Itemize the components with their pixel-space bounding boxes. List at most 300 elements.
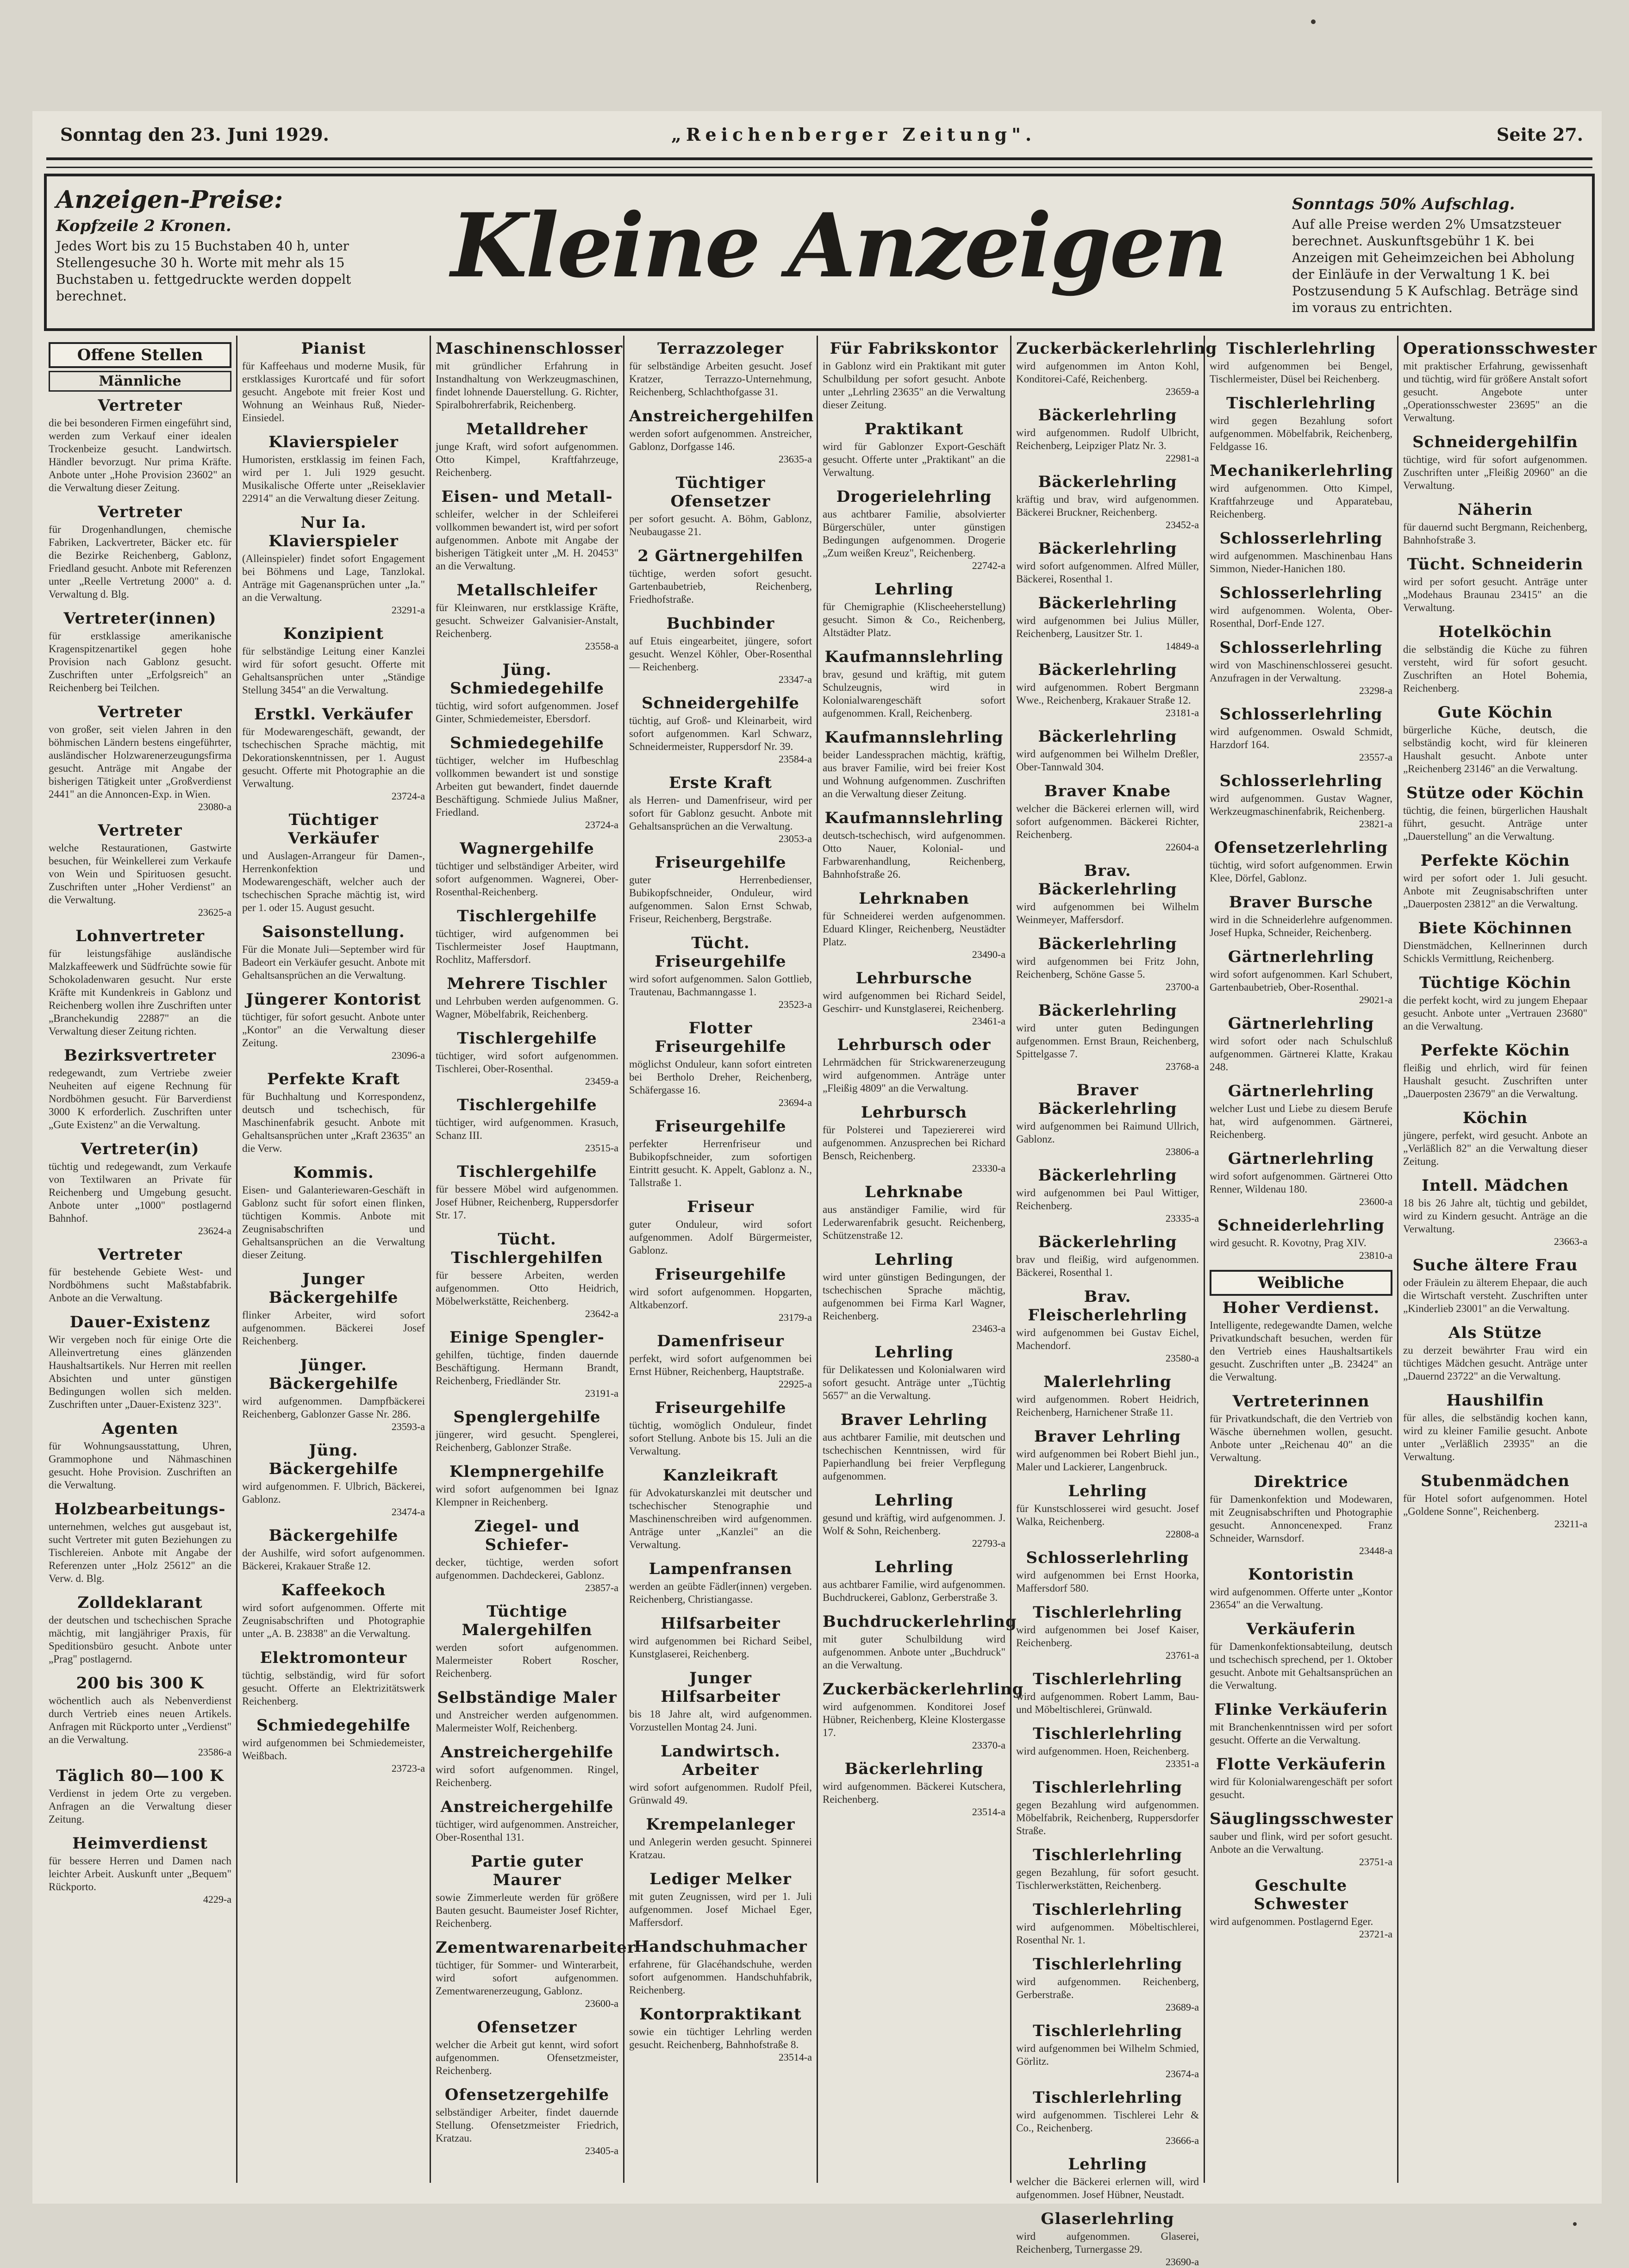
ad-headline: Saisonstellung. bbox=[262, 923, 405, 941]
ad-body: selbständiger Arbeiter, findet dauernde Stellung. Ofensetzmeister Friedrich, Kratzau. bbox=[436, 2106, 618, 2144]
classified-ad bbox=[242, 1716, 425, 1774]
ad-headline: Kanzleikraft bbox=[663, 1466, 778, 1485]
classified-ad bbox=[629, 1614, 812, 1661]
ad-body: tüchtiger, wird aufgenommen bei Tischlermeister Josef Hauptmann, Rochlitz, Maffersdorf. bbox=[436, 928, 618, 965]
ad-headline: Erste Kraft bbox=[669, 774, 772, 792]
ad-reference-code: 23291-a bbox=[391, 604, 425, 616]
ad-headline: Mechanikerlehrling bbox=[1210, 462, 1393, 480]
ad-reference-code: 22925-a bbox=[778, 1378, 812, 1390]
ad-body: mit Branchenkenntnissen wird per sofort gesucht. Offerte an die Verwaltung. bbox=[1210, 1721, 1392, 1746]
ad-body: Intelligente, redegewandte Damen, welche Privatkundschaft besuchen, werden für den Vertrieb eines Haushaltsartikels gesucht. Zuschriften unter „B. 23424" an die Verwaltung. bbox=[1210, 1319, 1392, 1383]
classified-ad bbox=[436, 1230, 618, 1320]
ad-headline: Tücht. Tischlergehilfen bbox=[451, 1230, 603, 1267]
ad-headline: Bäckerlehrling bbox=[1038, 406, 1177, 425]
ad-reference-code: 23347-a bbox=[778, 674, 812, 685]
ad-headline: Tischlergehilfe bbox=[457, 1096, 597, 1114]
ad-headline: Vertreter bbox=[98, 1245, 182, 1264]
classified-ad bbox=[1210, 1700, 1392, 1747]
ad-body: wird aufgenommen. F. Ulbrich, Bäckerei, Gablonz. bbox=[242, 1481, 425, 1505]
ad-headline: Flinke Verkäuferin bbox=[1214, 1700, 1388, 1719]
ad-reference-code: 23674-a bbox=[1165, 2068, 1199, 2080]
ad-headline: Lehrbursche bbox=[855, 969, 973, 987]
classified-ad bbox=[242, 1356, 425, 1433]
ad-reference-code: 23096-a bbox=[391, 1050, 425, 1061]
classified-ad bbox=[49, 1245, 231, 1305]
ad-body: schleifer, welcher in der Schleiferei vollkommen bewandert ist, wird per sofort aufgenommen. Anbote mit Angabe der bisherigen Tätigkeit unter „M. H. 20453" an die Verwaltung. bbox=[436, 508, 618, 572]
ad-body: aus achtbarer Familie, wird aufgenommen. Buchdruckerei, Gablonz, Gerberstraße 3. bbox=[823, 1579, 1005, 1603]
ad-headline: Perfekte Köchin bbox=[1420, 1041, 1570, 1060]
ad-headline: Junger Bäckergehilfe bbox=[268, 1270, 399, 1307]
ad-body: zu derzeit bewährter Frau wird ein tüchtiges Mädchen gesucht. Anträge unter „Dauernd 23722" an die Verwaltung. bbox=[1403, 1344, 1587, 1382]
ad-headline: Kaufmannslehrling bbox=[824, 648, 1004, 666]
classified-ad bbox=[1016, 2210, 1199, 2268]
ad-headline: Als Stütze bbox=[1448, 1324, 1542, 1342]
divider bbox=[46, 157, 1592, 160]
classified-ad bbox=[242, 625, 425, 697]
ad-reference-code: 23586-a bbox=[198, 1746, 231, 1758]
ad-body: wird aufgenommen. Robert Bergmann Wwe., Reichenberg, Krakauer Straße 12. bbox=[1016, 681, 1199, 706]
ad-body: für bessere Herren und Damen nach leichter Arbeit. Auskunft unter „Bequem" Rückporto. bbox=[49, 1855, 231, 1893]
classified-ad bbox=[1016, 1778, 1199, 1837]
ad-body: wird unter günstigen Bedingungen, der tschechischen Sprache mächtig, aufgenommen bei Firma Karl Wagner, Reichenberg. bbox=[823, 1271, 1005, 1322]
ad-body: für Kaffeehaus und moderne Musik, für erstklassiges Kurortcafé und für sofort gesucht. Angebote mit freier Kost und Wohnung an Weinhaus Ruß, Nieder-Einsiedel. bbox=[242, 360, 425, 424]
classified-ad bbox=[629, 1815, 812, 1862]
classified-ad bbox=[1016, 1081, 1199, 1158]
classified-ad bbox=[1210, 638, 1392, 697]
ad-headline: Braver Knabe bbox=[1044, 782, 1171, 800]
classified-ad bbox=[1210, 948, 1392, 1006]
ad-headline: Vertreterinnen bbox=[1232, 1392, 1370, 1411]
ad-body: tüchtig, die feinen, bürgerlichen Haushalt führt, gesucht. Anträge unter „Dauerstellung" an die Verwaltung. bbox=[1403, 805, 1587, 842]
classified-ad bbox=[436, 339, 623, 412]
ad-headline: Gute Köchin bbox=[1437, 703, 1553, 722]
ad-headline: Bäckerlehrling bbox=[1038, 1001, 1177, 1020]
ad-headline: Friseur bbox=[687, 1198, 754, 1216]
ad-headline: Bäckerlehrling bbox=[1038, 594, 1177, 612]
ad-headline: Tischlergehilfe bbox=[457, 1029, 597, 1048]
ad-headline: Vertreter(innen) bbox=[63, 609, 217, 628]
ad-body: bürgerliche Küche, deutsch, die selbständig kocht, wird für kleineren Haushalt gesucht. Anbote unter „Reichenberg 23146" an die Verwaltung. bbox=[1403, 724, 1587, 775]
ad-headline: Lehrling bbox=[874, 1491, 954, 1510]
ad-reference-code: 23694-a bbox=[778, 1097, 812, 1108]
ad-headline: Holzbearbeitungs- bbox=[54, 1500, 226, 1518]
ad-reference-code: 23405-a bbox=[585, 2145, 618, 2156]
classified-ad bbox=[1403, 1109, 1587, 1168]
classified-ad bbox=[1210, 838, 1392, 885]
classified-ad bbox=[1403, 1041, 1587, 1100]
ad-body: wird aufgenommen. Bäckerei Kutschera, Reichenberg. bbox=[823, 1781, 1005, 1805]
ad-headline: Zementwarenarbeiter bbox=[436, 1938, 636, 1957]
ad-headline: Für Fabrikskontor bbox=[830, 339, 999, 358]
ad-headline: Metallschleifer bbox=[456, 581, 598, 600]
ad-headline: Operationsschwester bbox=[1403, 339, 1597, 358]
section-label: Offene Stellen bbox=[49, 342, 231, 368]
classified-ad bbox=[1210, 1082, 1392, 1141]
ad-body: und Anlegerin werden gesucht. Spinnerei Kratzau. bbox=[629, 1836, 812, 1861]
ad-body: für Kunstschlosserei wird gesucht. Josef Walka, Reichenberg. bbox=[1016, 1503, 1199, 1527]
classified-ad bbox=[823, 889, 1005, 961]
ad-body: perfekter Herrenfriseur und Bubikopfschneider, zum sofortigen Eintritt gesucht. K. Appelt, Gablonz a. N., Tallstraße 1. bbox=[629, 1138, 812, 1188]
ad-headline: Tischlerlehrling bbox=[1033, 2022, 1182, 2040]
classified-ad bbox=[1403, 555, 1587, 614]
ad-body: junge Kraft, wird sofort aufgenommen. Otto Kimpel, Kraftfahrzeuge, Reichenberg. bbox=[436, 441, 618, 478]
surcharge-text: Auf alle Preise werden 2% Umsatzsteuer berechnet. Auskunftsgebühr 1 K. bei Anzeigen mit Geheimzeichen bei Abholung der Einläufe in der Verwaltung 1 K. bei Postzusendung 5 K Aufschlag. Beträge sind im voraus zu entrichten. bbox=[1292, 217, 1579, 315]
ad-reference-code: 29021-a bbox=[1359, 994, 1392, 1006]
ad-body: jüngerer, wird gesucht. Spenglerei, Reichenberg, Gablonzer Straße. bbox=[436, 1429, 618, 1453]
ad-headline: Flotte Verkäuferin bbox=[1216, 1755, 1386, 1774]
ad-reference-code: 23463-a bbox=[972, 1323, 1005, 1334]
ad-headline: Schmiedegehilfe bbox=[256, 1716, 411, 1735]
classified-ad bbox=[436, 1462, 618, 1509]
ad-headline: Zolldeklarant bbox=[77, 1593, 203, 1612]
ad-headline: Jüng. Bäckergehilfe bbox=[268, 1441, 399, 1478]
ad-body: sowie ein tüchtiger Lehrling werden gesucht. Reichenberg, Bahnhofstraße 8. bbox=[629, 2026, 812, 2050]
ad-headline: Tüchtige Köchin bbox=[1419, 974, 1572, 992]
ad-reference-code: 23584-a bbox=[778, 753, 812, 765]
ad-headline: Anstreichergehilfe bbox=[440, 1798, 614, 1816]
classified-ad bbox=[823, 648, 1005, 720]
classified-ad bbox=[1403, 623, 1587, 695]
ad-body: und Lehrbuben werden aufgenommen. G. Wagner, Möbelfabrik, Reichenberg. bbox=[436, 995, 618, 1020]
classified-ad bbox=[1016, 1233, 1199, 1279]
ad-reference-code: 23806-a bbox=[1165, 1146, 1199, 1157]
ad-body: flinker Arbeiter, wird sofort aufgenommen. Bäckerei Josef Reichenberg. bbox=[242, 1309, 425, 1347]
classified-ad bbox=[629, 2005, 812, 2063]
ad-headline: Terrazzoleger bbox=[657, 339, 784, 358]
classified-ad bbox=[629, 1937, 812, 1997]
ad-headline: Erstkl. Verkäufer bbox=[254, 705, 413, 724]
ad-reference-code: 23723-a bbox=[391, 1762, 425, 1774]
ad-body: für Buchhaltung und Korrespondenz, deutsch und tschechisch, für Maschinenfabrik gesucht. Anbote mit Gehaltsansprüchen unter „Kraft 23635" an die Verw. bbox=[242, 1091, 425, 1154]
ad-reference-code: 23666-a bbox=[1165, 2135, 1199, 2146]
ad-headline: Braver Bäckerlehrling bbox=[1038, 1081, 1177, 1118]
ad-body: wird aufgenommen bei Richard Seibel, Kunstglaserei, Reichenberg. bbox=[629, 1635, 812, 1660]
ad-headline: Braver Lehrling bbox=[840, 1411, 988, 1429]
ad-headline: Drogerielehrling bbox=[836, 487, 992, 506]
classified-ad bbox=[1016, 1603, 1199, 1662]
ad-headline: Täglich 80—100 K bbox=[56, 1767, 224, 1785]
surcharge-title: Sonntags 50% Aufschlag. bbox=[1292, 195, 1515, 213]
ad-headline: Ofensetzergehilfe bbox=[444, 2086, 610, 2104]
ad-headline: Tüchtiger Verkäufer bbox=[288, 811, 379, 848]
ad-body: oder Fräulein zu älterem Ehepaar, die auch die Wirtschaft versteht. Zuschriften unter „Kinderlieb 23001" an die Verwaltung. bbox=[1403, 1277, 1587, 1314]
ad-body: für Polsterei und Tapeziererei wird aufgenommen. Anzusprechen bei Richard Bensch, Reichenberg. bbox=[823, 1124, 1005, 1162]
ad-headline: Schlosserlehrling bbox=[1219, 584, 1383, 602]
classified-ad bbox=[49, 927, 231, 1038]
ad-headline: Klavierspieler bbox=[268, 433, 399, 451]
ad-body: wird aufgenommen. Offerte unter „Kontor 23654" an die Verwaltung. bbox=[1210, 1586, 1392, 1611]
ad-reference-code: 23330-a bbox=[972, 1162, 1005, 1174]
ad-body: die perfekt kocht, wird zu jungem Ehepaar gesucht. Anbote unter „Vertrauen 23680" an die Verwaltung. bbox=[1403, 994, 1587, 1032]
ad-headline: Pianist bbox=[301, 339, 366, 358]
ad-headline: Verkäuferin bbox=[1246, 1620, 1356, 1638]
ad-headline: Hotelköchin bbox=[1438, 623, 1552, 641]
ad-body: wird gesucht. R. Kovotny, Prag XIV. bbox=[1210, 1237, 1367, 1249]
ad-body: 18 bis 26 Jahre alt, tüchtig und gebildet, wird zu Kindern gesucht. Anträge an die Verwaltung. bbox=[1403, 1197, 1587, 1235]
classified-ad bbox=[823, 339, 1005, 412]
classified-ad bbox=[823, 969, 1005, 1027]
ad-headline: Schlosserlehrling bbox=[1219, 705, 1383, 724]
ad-body: tüchtiger, welcher im Hufbeschlag vollkommen bewandert ist und sonstige Arbeiten gut bewandert, findet dauernde Beschäftigung. Schmiede Julius Maßner, Friedland. bbox=[436, 755, 618, 818]
ad-headline: Vertreter bbox=[98, 503, 182, 521]
ad-body: unternehmen, welches gut ausgebaut ist, sucht Vertreter mit guten Beziehungen zu Tischlereien. Anbote mit Angabe der Referenzen unter „Holz 25612" an die Verw. d. Blg. bbox=[49, 1521, 231, 1584]
ad-body: wird aufgenommen. Rudolf Ulbricht, Reichenberg, Leipziger Platz Nr. 3. bbox=[1016, 427, 1199, 451]
classified-ad bbox=[823, 809, 1005, 881]
ad-headline: Köchin bbox=[1462, 1109, 1528, 1127]
classified-ad bbox=[49, 703, 231, 813]
ad-reference-code: 23452-a bbox=[1165, 519, 1199, 531]
ad-column bbox=[431, 336, 636, 2183]
ad-reference-code: 23761-a bbox=[1165, 1649, 1199, 1661]
ad-headline: Maschinenschlosser bbox=[436, 339, 623, 358]
ad-headline: Bäckergehilfe bbox=[268, 1526, 399, 1545]
classified-ad bbox=[436, 2086, 618, 2157]
classified-ad bbox=[629, 1332, 812, 1390]
ad-headline: Malerlehrling bbox=[1043, 1373, 1172, 1391]
ad-body: tüchtiger und selbständiger Arbeiter, wird sofort aufgenommen. Wagnerei, Ober-Rosenthal-Reichenberg. bbox=[436, 860, 618, 898]
ad-body: der Aushilfe, wird sofort aufgenommen. Bäckerei, Krakauer Straße 12. bbox=[242, 1547, 425, 1572]
classified-ad bbox=[49, 1674, 231, 1758]
ad-headline: Friseurgehilfe bbox=[655, 1399, 786, 1417]
classified-ad bbox=[242, 433, 425, 505]
ad-reference-code: 4229-a bbox=[203, 1893, 231, 1905]
ad-reference-code: 23635-a bbox=[778, 453, 812, 465]
ad-headline: Näherin bbox=[1457, 500, 1533, 519]
ad-headline: Partie guter Maurer bbox=[471, 1852, 583, 1889]
classified-ad bbox=[629, 407, 812, 465]
ad-headline: Nur Ia. Klavierspieler bbox=[268, 513, 399, 550]
ad-reference-code: 23448-a bbox=[1359, 1545, 1392, 1556]
ad-headline: Schneidergehilfe bbox=[642, 694, 799, 712]
ad-headline: Kaffeekoch bbox=[281, 1581, 386, 1599]
classified-ad bbox=[242, 1526, 425, 1573]
classified-ad bbox=[242, 1163, 425, 1262]
classified-ad bbox=[1210, 893, 1392, 939]
classified-ad bbox=[436, 1096, 618, 1154]
ad-body: gegen Bezahlung wird aufgenommen. Möbelfabrik, Reichenberg, Ruppersdorfer Straße. bbox=[1016, 1799, 1199, 1837]
ad-body: gegen Bezahlung, für sofort gesucht. Tischlerwerkstätten, Reichenberg. bbox=[1016, 1867, 1199, 1891]
ad-headline: Flotter Friseurgehilfe bbox=[655, 1019, 786, 1056]
ad-headline: Buchdruckerlehrling bbox=[823, 1612, 1017, 1631]
ad-body: möglichst Onduleur, kann sofort eintreten bei Bertholo Dreher, Reichenberg, Schäfergasse 16. bbox=[629, 1058, 812, 1096]
ad-body: wird aufgenommen. Postlagernd Eger. bbox=[1210, 1916, 1373, 1927]
print-speck bbox=[1573, 2222, 1577, 2226]
classified-ad bbox=[49, 609, 231, 694]
classified-ad bbox=[49, 1313, 231, 1411]
ad-headline: Vertreter bbox=[98, 396, 182, 415]
ad-body: wöchentlich auch als Nebenverdienst durch Vertrieb eines neuen Artikels. Anfragen mit Rückporto unter „Verdienst" an die Verwaltung. bbox=[49, 1695, 231, 1745]
ad-headline: Krempelanleger bbox=[646, 1815, 795, 1834]
ad-body: werden an geübte Fädler(innen) vergeben. Reichenberg, Christiangasse. bbox=[629, 1581, 812, 1605]
ad-body: wird aufgenommen. Glaserei, Reichenberg, Turnergasse 29. bbox=[1016, 2231, 1199, 2255]
classified-ad bbox=[1016, 862, 1199, 926]
ad-body: für Chemigraphie (Klischeeherstellung) gesucht. Simon & Co., Reichenberg, Altstädter Platz. bbox=[823, 601, 1005, 638]
ad-headline: Buchbinder bbox=[666, 614, 775, 633]
classified-ad bbox=[1016, 539, 1199, 586]
ad-body: aus anständiger Familie, wird für Lederwarenfabrik gesucht. Reichenberg, Schützenstraße 12. bbox=[823, 1204, 1005, 1241]
ad-body: die selbständig die Küche zu führen versteht, wird für sofort gesucht. Zuschriften an Hotel Bohemia, Reichenberg. bbox=[1403, 644, 1587, 694]
ad-column bbox=[1398, 336, 1597, 2183]
ad-headline: Stubenmädchen bbox=[1421, 1472, 1570, 1490]
ad-body: wird aufgenommen. Maschinenbau Hans Simmon, Nieder-Hanichen 180. bbox=[1210, 550, 1392, 575]
ad-reference-code: 23659-a bbox=[1165, 386, 1199, 397]
classified-ad bbox=[1210, 705, 1392, 763]
ad-reference-code: 23580-a bbox=[1165, 1352, 1199, 1364]
ad-reference-code: 23593-a bbox=[391, 1421, 425, 1432]
ad-reference-code: 23370-a bbox=[972, 1739, 1005, 1751]
classified-ad bbox=[1210, 1755, 1392, 1801]
ad-headline: Hilfsarbeiter bbox=[661, 1614, 780, 1633]
ad-body: wird aufgenommen im Anton Kohl, Konditorei-Café, Reichenberg. bbox=[1016, 360, 1199, 385]
classified-ad bbox=[823, 1103, 1005, 1175]
ad-headline: Tischlerlehrling bbox=[1033, 1900, 1182, 1919]
ad-headline: Konzipient bbox=[283, 625, 384, 643]
ad-body: wird in die Schneiderlehre aufgenommen. Josef Hupka, Schneider, Reichenberg. bbox=[1210, 914, 1392, 938]
classified-ad bbox=[1403, 1324, 1587, 1383]
ad-body: tüchtiger, wird aufgenommen. Anstreicher, Ober-Rosenthal 131. bbox=[436, 1818, 618, 1843]
ad-body: als Herren- und Damenfriseur, wird per sofort für Gablonz gesucht. Anbote mit Gehaltsansprüchen an die Verwaltung. bbox=[629, 794, 812, 832]
ad-headline: 200 bis 300 K bbox=[76, 1674, 204, 1693]
ad-reference-code: 23721-a bbox=[1359, 1928, 1392, 1940]
ad-headline: Elektromonteur bbox=[260, 1649, 407, 1667]
ad-headline: Kommis. bbox=[293, 1163, 374, 1182]
ad-body: wird aufgenommen. Robert Lamm, Bau- und Möbeltischlerei, Grünwald. bbox=[1016, 1691, 1199, 1715]
ad-headline: Bäckerlehrling bbox=[1038, 661, 1177, 679]
classified-ad bbox=[1016, 406, 1199, 464]
ad-headline: Direktrice bbox=[1254, 1473, 1348, 1491]
ad-body: in Gablonz wird ein Praktikant mit guter Schulbildung per sofort gesucht. Anbote unter „Lehrling 23635" an die Verwaltung dieser Zeitung. bbox=[823, 360, 1005, 411]
ad-headline: Zuckerbäckerlehrling bbox=[823, 1680, 1024, 1699]
ad-headline: Braver Bursche bbox=[1229, 893, 1373, 912]
classified-ad bbox=[242, 339, 425, 425]
ad-body: aus achtbarer Familie, mit deutschen und tschechischen Kenntnissen, wird für Papierhandlung bei freier Verpflegung aufgenommen. bbox=[823, 1431, 1005, 1482]
classified-ad bbox=[629, 1742, 812, 1807]
classified-ad bbox=[49, 1834, 231, 1906]
classified-ad bbox=[436, 1743, 618, 1789]
classified-ad bbox=[1016, 1900, 1199, 1947]
classified-ad bbox=[242, 705, 425, 802]
ad-body: wird aufgenommen bei Bengel, Tischlermeister, Düsel bei Reichenberg. bbox=[1210, 360, 1392, 385]
ad-body: jüngere, perfekt, wird gesucht. Anbote an „Verläßlich 82" an die Verwaltung dieser Zeitung. bbox=[1403, 1130, 1587, 1167]
surcharge-box bbox=[1292, 195, 1588, 316]
ad-body: bis 18 Jahre alt, wird aufgenommen. Vorzustellen Montag 24. Juni. bbox=[629, 1708, 812, 1733]
ad-body: wird aufgenommen. Dampfbäckerei Reichenberg, Gablonzer Gasse Nr. 286. bbox=[242, 1395, 425, 1420]
ad-body: decker, tüchtige, werden sofort aufgenommen. Dachdeckerei, Gablonz. bbox=[436, 1556, 618, 1581]
ad-body: wird sofort aufgenommen. Karl Schubert, Gartenbaubetrieb, Ober-Rosenthal. bbox=[1210, 968, 1392, 993]
ad-headline: Schneiderlehrling bbox=[1217, 1216, 1385, 1235]
classified-ad bbox=[436, 420, 618, 479]
ad-body: für Hotel sofort aufgenommen. Hotel „Goldene Sonne", Reichenberg. bbox=[1403, 1493, 1587, 1517]
ad-body: wird aufgenommen. Wolenta, Ober-Rosenthal, Dorf-Ende 127. bbox=[1210, 605, 1392, 629]
ad-headline: Glaserlehrling bbox=[1041, 2210, 1174, 2228]
classified-ad bbox=[436, 661, 618, 725]
classified-ad bbox=[823, 1680, 1024, 1751]
classified-ad bbox=[436, 1162, 618, 1222]
ad-headline: Handschuhmacher bbox=[634, 1937, 807, 1956]
classified-ad bbox=[242, 513, 425, 616]
ad-reference-code: 23053-a bbox=[778, 833, 812, 844]
ad-headline: Stütze oder Köchin bbox=[1406, 784, 1584, 802]
ad-reference-code: 23335-a bbox=[1165, 1212, 1199, 1224]
price-box-title: Anzeigen-Preise: bbox=[56, 186, 283, 214]
ad-body: sauber und flink, wird per sofort gesucht. Anbote an die Verwaltung. bbox=[1210, 1831, 1392, 1855]
classified-ad bbox=[629, 474, 812, 538]
ad-body: tüchtiger, für Sommer- und Winterarbeit, wird sofort aufgenommen. Zementwarenerzeugung, Gablonz. bbox=[436, 1959, 618, 1997]
ad-body: und Auslagen-Arrangeur für Damen-, Herrenkonfektion und Modewarengeschäft, welcher auch der tschechischen Sprache mächtig ist, wird per 1. oder 15. August gesucht. bbox=[242, 850, 425, 913]
classified-ad bbox=[1016, 339, 1217, 398]
ad-reference-code: 23690-a bbox=[1165, 2256, 1199, 2268]
classified-ad bbox=[629, 547, 812, 606]
ad-body: welcher die Bäckerei erlernen will, wird aufgenommen. Josef Hübner, Neustadt. bbox=[1016, 2176, 1199, 2200]
classified-ad bbox=[242, 923, 425, 982]
classified-ad bbox=[242, 1441, 425, 1518]
ad-body: für selbständige Leitung einer Kanzlei wird für sofort gesucht. Offerte mit Gehaltsansprüchen unter „Ständige Stellung 3454" an die Verwaltung. bbox=[242, 645, 425, 696]
classified-ad bbox=[436, 907, 618, 966]
ad-headline: Lehrbursch bbox=[861, 1103, 967, 1122]
ad-reference-code: 23821-a bbox=[1359, 818, 1392, 830]
ad-body: Wir vergeben noch für einige Orte die Alleinvertretung eines glänzenden Haushaltsartikels. Nur Herren mit reellen Absichten und unter günstigen Bedingungen wollen sich melden. Zuschriften unter „Dauer-Existenz 323". bbox=[49, 1334, 231, 1410]
ad-body: wird für Kolonialwarengeschäft per sofort gesucht. bbox=[1210, 1776, 1392, 1800]
ad-headline: Anstreichergehilfen bbox=[629, 407, 814, 425]
section-label: Weibliche bbox=[1210, 1270, 1392, 1296]
ad-body: mit guter Schulbildung wird aufgenommen. Anbote unter „Buchdruck" an die Verwaltung. bbox=[823, 1633, 1005, 1671]
ad-body: tüchtig, wird sofort aufgenommen. Erwin Klee, Dörfel, Gablonz. bbox=[1210, 859, 1392, 884]
ad-column bbox=[44, 336, 237, 2183]
ad-body: wird unter guten Bedingungen aufgenommen. Ernst Braun, Reichenberg, Spittelgasse 7. bbox=[1016, 1022, 1199, 1060]
ad-body: wird für Gablonzer Export-Geschäft gesucht. Offerte unter „Praktikant" an die Verwaltung. bbox=[823, 441, 1005, 478]
ad-body: Humoristen, erstklassig im feinen Fach, wird per 1. Juli 1929 gesucht. Musikalische Offerte unter „Reiseklavier 22914" an die Verwaltung dieser Zeitung. bbox=[242, 454, 425, 504]
ad-headline: Bäckerlehrling bbox=[1038, 473, 1177, 491]
ad-body: tüchtige, wird für sofort aufgenommen. Zuschriften unter „Fleißig 20960" an die Verwaltung. bbox=[1403, 454, 1587, 491]
ad-body: tüchtig, wird sofort aufgenommen. Josef Ginter, Schmiedemeister, Ebersdorf. bbox=[436, 700, 618, 725]
ad-headline: Lohnvertreter bbox=[75, 927, 205, 945]
classified-ad bbox=[1016, 1482, 1199, 1540]
ad-body: wird aufgenommen bei Richard Seidel, Geschirr- und Kunstglaserei, Reichenberg. bbox=[823, 990, 1005, 1014]
ad-headline: Tücht. Schneiderin bbox=[1407, 555, 1584, 574]
classified-ad bbox=[1403, 1472, 1587, 1530]
ad-headline: Suche ältere Frau bbox=[1412, 1256, 1578, 1275]
ad-headline: Agenten bbox=[101, 1419, 179, 1438]
classified-ad bbox=[629, 1265, 812, 1324]
ad-headline: Wagnergehilfe bbox=[460, 839, 594, 858]
classified-ad bbox=[436, 734, 618, 831]
classified-ad bbox=[1016, 1001, 1199, 1073]
ad-body: für Drogenhandlungen, chemische Fabriken, Lackvertreter, Bäcker etc. für die Bezirke Reichenberg, Gablonz, Friedland gesucht. Anbote mit Referenzen unter „Reelle Vertretung 2000" a. d. Verwaltung d. Blg. bbox=[49, 524, 231, 600]
classified-ad bbox=[242, 811, 425, 914]
classified-ad bbox=[436, 1408, 618, 1454]
classified-ad bbox=[823, 1250, 1005, 1335]
ad-headline: Biete Köchinnen bbox=[1418, 919, 1573, 937]
classified-ad bbox=[242, 1270, 425, 1348]
classified-ad bbox=[436, 975, 618, 1021]
ad-body: wird per sofort gesucht. Anträge unter „Modehaus Braunau 23415" an die Verwaltung. bbox=[1403, 576, 1587, 613]
classified-ad bbox=[1016, 1846, 1199, 1892]
classified-ad bbox=[1016, 2088, 1199, 2147]
ad-headline: Tischlerlehrling bbox=[1033, 1846, 1182, 1864]
classified-ad bbox=[823, 487, 1005, 572]
ad-headline: Vertreter bbox=[98, 703, 182, 721]
classified-ad bbox=[1016, 1955, 1199, 2013]
ad-headline: Bezirksvertreter bbox=[63, 1046, 216, 1065]
classified-ad bbox=[436, 2018, 618, 2077]
ad-headline: Tischlerlehrling bbox=[1033, 1778, 1182, 1797]
ad-reference-code: 23474-a bbox=[391, 1506, 425, 1518]
ad-headline: Brav. Fleischerlehrling bbox=[1028, 1287, 1187, 1325]
classified-ad bbox=[629, 339, 812, 399]
ad-body: wird aufgenommen bei Wilhelm Weinmeyer, Maffersdorf. bbox=[1016, 901, 1199, 925]
ad-body: für Privatkundschaft, die den Vertrieb von Wäsche übernehmen wollen, gesucht. Anbote unter „Reichenau 40" an die Verwaltung. bbox=[1210, 1413, 1392, 1463]
classified-ad bbox=[436, 1688, 618, 1735]
